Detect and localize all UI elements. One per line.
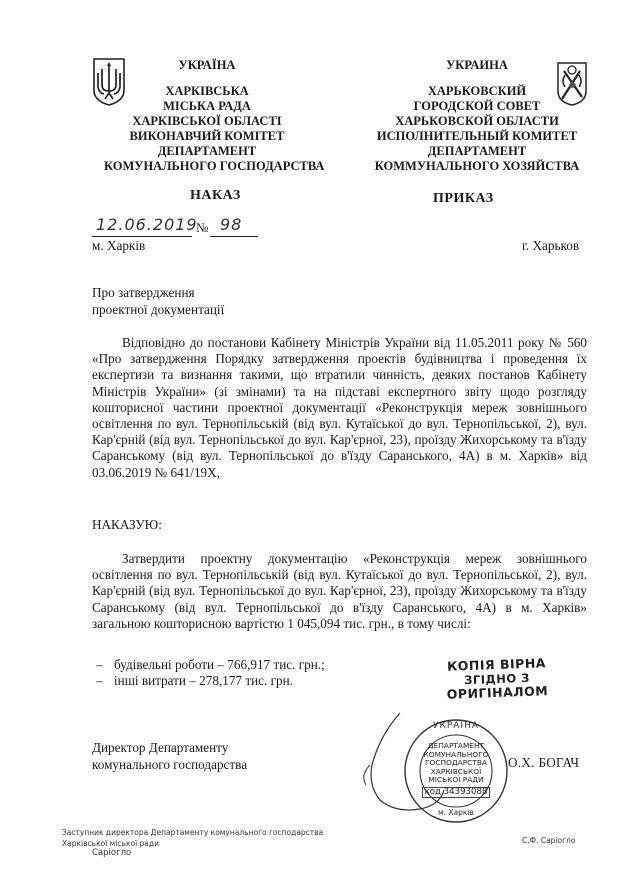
order-date: 12.06.2019 <box>96 215 198 234</box>
org-line: МІСЬКА РАДА <box>163 99 251 113</box>
number-underline <box>210 236 258 237</box>
doc-type-prikaz: ПРИКАЗ <box>433 191 494 206</box>
signatory-title-line: комунального господарства <box>92 757 248 772</box>
seal-ring-bottom: м. Харків <box>438 808 474 817</box>
seal-center <box>414 742 498 798</box>
order-date-number <box>92 215 262 238</box>
footer-left-line: Харківської міської ради <box>62 839 159 848</box>
header-left <box>104 58 325 174</box>
org-line: ИСПОЛНИТЕЛЬНЫЙ КОМИТЕТ <box>376 129 578 143</box>
org-line: ХАРКІВСЬКОЇ ОБЛАСТІ <box>132 114 282 128</box>
footer-left-name: Саріогло <box>92 848 132 858</box>
city-ru: г. Харьков <box>522 238 580 253</box>
subject-line: Про затвердження <box>92 285 195 300</box>
order-number: 98 <box>220 215 243 234</box>
doc-type-nakaz: НАКАЗ <box>190 188 241 203</box>
copy-stamp-line: КОПІЯ ВІРНА <box>446 655 547 674</box>
preamble-paragraph: Відповідно до постанови Кабінету Міністрів України від 11.05.2011 року № 560 «Про затвердження Порядку затвердження проектів будівництва і проведення їх експертизи та визнання такими, що втратили чинність, деяких постанов Кабінету Міністрів України» (зі змінами) та на підставі експертного звіту щодо розгляду кошторисної частини проектної документації «Реконструкція мереж зовнішнього освітлення по вул. Тернопільській (від вул. Кутаїської до вул. Тернопільської, 2), вул. Кар'єрній (від вул. Тернопільської до вул. Кар'єрної, 23), проїзду Жихорському та в'їзду Саранському (від вул. Тернопільської до в'їзду Саранського, 4А) в м. Харків» від 03.06.2019 № 641/19Х, <box>92 335 587 480</box>
org-line: ХАРКІВСЬКА <box>165 84 249 98</box>
seal-line: ДЕПАРТАМЕНТ <box>427 741 485 750</box>
org-line: КОММУНАЛЬНОГО ХОЗЯЙСТВА <box>374 159 580 173</box>
org-line: КОМУНАЛЬНОГО ГОСПОДАРСТВА <box>104 159 325 173</box>
copy-true-stamp <box>431 656 562 703</box>
seal-line: ГОСПОДАРСТВА <box>425 758 487 768</box>
org-line: ДЕПАРТАМЕНТ <box>427 144 527 158</box>
signatory-title-line: Директор Департаменту <box>92 740 229 755</box>
signatory-title <box>92 739 247 773</box>
cost-list <box>92 657 392 689</box>
subject <box>92 284 224 318</box>
list-item: – будівельні роботи – 766,917 тис. грн.; <box>92 657 392 673</box>
seal-ring-top: УКРАЇНА <box>432 721 480 731</box>
seal-line: МІСЬКОЇ РАДИ <box>428 775 484 785</box>
order-number-prefix: № <box>196 220 209 235</box>
country-name-uk: УКРАЇНА <box>178 58 236 72</box>
org-line: ВИКОНАВЧИЙ КОМІТЕТ <box>129 129 285 143</box>
seal-code: код 34393088 <box>422 787 491 798</box>
signatory-name: О.Х. БОГАЧ <box>508 755 580 770</box>
org-line: ХАРЬКОВСКИЙ <box>427 84 527 98</box>
order-word: НАКАЗУЮ: <box>92 517 162 532</box>
list-item: – інші витрати – 278,177 тис. грн. <box>92 673 392 689</box>
copy-stamp-line: ЗГІДНО З <box>463 670 531 688</box>
seal-line: ХАРКІВСЬКОЇ <box>430 766 482 776</box>
subject-line: проектної документації <box>92 302 225 317</box>
footer-left-line: Заступник директора Департаменту комунального господарства <box>62 828 324 837</box>
city-uk: м. Харків <box>92 238 146 253</box>
header-right <box>368 58 586 174</box>
footer-right-name: С.Ф. Саріогло <box>522 836 576 845</box>
copy-stamp-line: ОРИГІНАЛОМ <box>446 683 549 702</box>
org-line: ГОРОДСКОЙ СОВЕТ <box>413 99 541 113</box>
org-line: ДЕПАРТАМЕНТ <box>157 144 257 158</box>
date-underline <box>92 236 192 237</box>
body-paragraph: Затвердити проектну документацію «Реконструкція мереж зовнішнього освітлення по вул. Тернопільській (від вул. Кутаїської до вул. Тернопільської, 2), вул. Кар'єрній (від вул. Тернопільської до вул. Кар'єрної, 23), проїзду Жихорському та в'їзду Саранському (від вул. Тернопільської до в'їзду Саранського, 4А) в м. Харків» загальною кошторисною вартістю 1 045,094 тис. грн., в тому числі: <box>92 551 587 631</box>
seal-line: КОМУНАЛЬНОГО <box>423 749 489 759</box>
country-name-ru: УКРАИНА <box>446 58 508 72</box>
round-seal <box>402 717 510 825</box>
org-line: ХАРЬКОВСКОЙ ОБЛАСТИ <box>395 114 559 128</box>
